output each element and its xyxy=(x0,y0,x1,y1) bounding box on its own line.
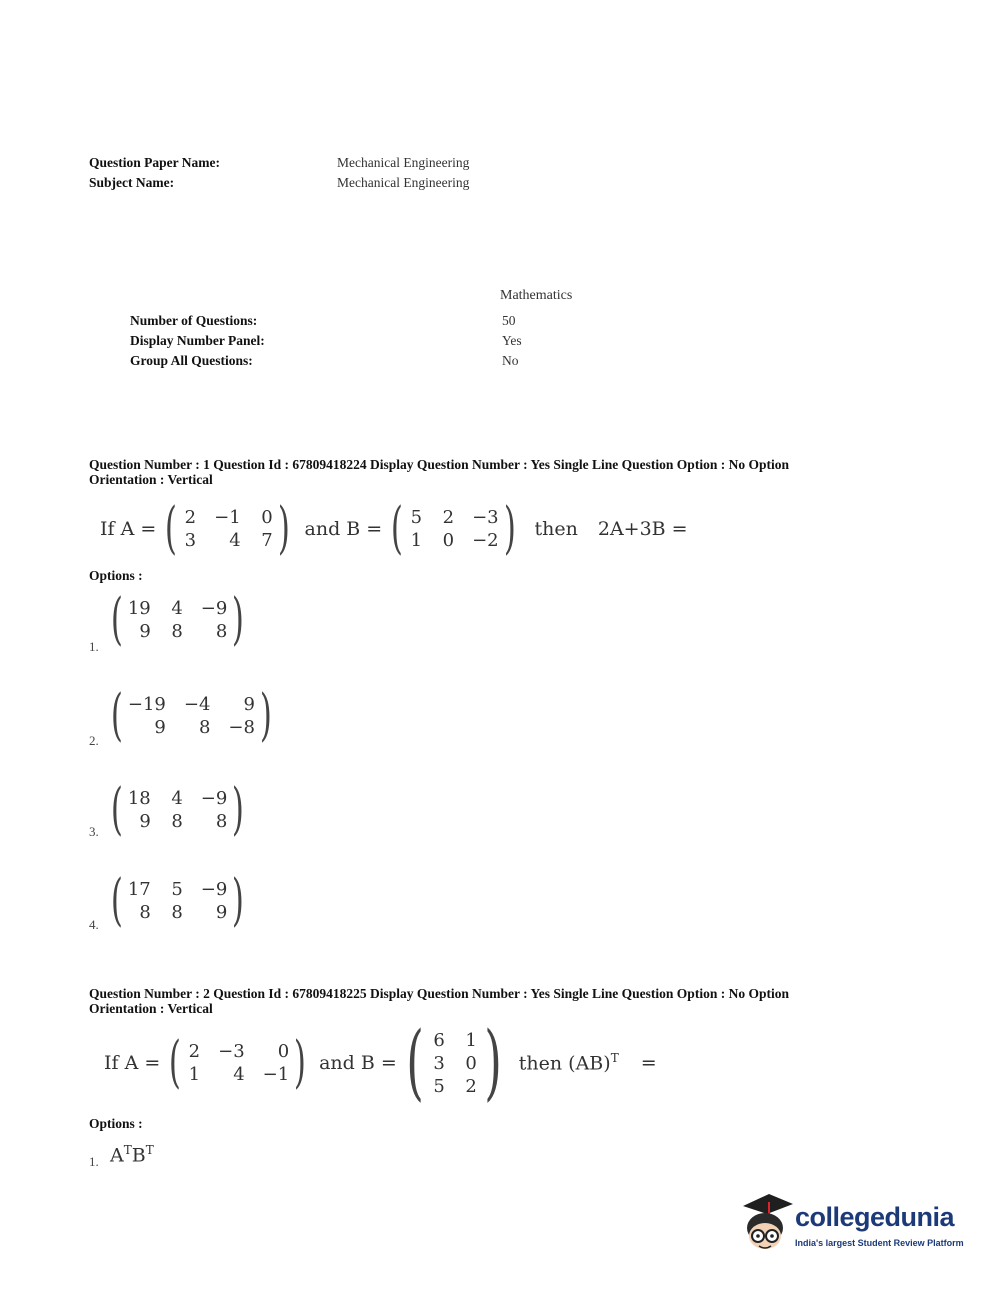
matrix-cell: 0 xyxy=(442,530,455,551)
q1-statement xyxy=(100,496,688,561)
matrix-cell: 2 xyxy=(442,507,455,528)
matrix-cell: 18 xyxy=(127,788,151,809)
matrix-cell: 5 xyxy=(433,1075,445,1097)
collegedunia-logo xyxy=(735,1188,965,1258)
q2-and-b: and B = xyxy=(319,1052,397,1074)
q1-if-a: If A = xyxy=(100,518,157,540)
left-paren: ( xyxy=(110,868,123,933)
matrix-cell: 9 xyxy=(243,694,255,715)
matrix-grid xyxy=(128,788,227,832)
q1-header-line1: Question Number : 1 Question Id : 67809418224 Display Question Number : Yes Single Line Question Option : No Option xyxy=(89,457,789,472)
q1-option-1-number: 1. xyxy=(89,639,99,654)
logo-tagline: India's largest Student Review Platform xyxy=(795,1238,964,1248)
q1-option-1[interactable] xyxy=(106,587,249,652)
matrix-cell: 9 xyxy=(215,902,228,923)
matrix-cell: 3 xyxy=(433,1052,445,1074)
matrix-cell: −1 xyxy=(214,507,241,528)
q1-matrix-a xyxy=(160,496,294,561)
matrix-grid xyxy=(431,1030,477,1097)
right-paren: ) xyxy=(277,496,290,561)
right-paren: ) xyxy=(232,587,245,652)
matrix-cell: 4 xyxy=(229,530,241,551)
q2-option-1-b: B xyxy=(131,1144,146,1167)
right-paren: ) xyxy=(232,868,245,933)
matrix-cell: −19 xyxy=(127,694,166,715)
q1-option-3-number: 3. xyxy=(89,824,99,839)
q2-option-1-a: A xyxy=(110,1144,124,1167)
q1-header-line2: Orientation : Vertical xyxy=(89,472,213,487)
matrix-cell: −1 xyxy=(262,1064,290,1085)
q2-option-1-sup-a: T xyxy=(123,1143,132,1157)
matrix-cell: 4 xyxy=(233,1064,245,1085)
matrix-cell: 8 xyxy=(171,811,183,832)
matrix-cell: −4 xyxy=(183,694,211,715)
matrix-cell: 9 xyxy=(154,717,166,738)
matrix-cell: 3 xyxy=(184,530,197,551)
matrix-cell: 6 xyxy=(433,1029,445,1051)
q1-option-4-number: 4. xyxy=(89,917,99,932)
display-panel-value: Yes xyxy=(502,333,522,348)
left-paren: ( xyxy=(165,496,178,561)
q2-then-text: then (AB) xyxy=(518,1052,611,1075)
left-paren: ( xyxy=(405,1015,424,1110)
left-paren: ( xyxy=(169,1030,182,1095)
q1-option-2[interactable] xyxy=(106,683,277,748)
matrix-cell: −8 xyxy=(228,717,255,738)
q2-matrix-b xyxy=(399,1015,509,1110)
subject-name-value: Mechanical Engineering xyxy=(337,175,470,190)
q1-option-2-matrix xyxy=(106,683,277,748)
matrix-cell: 4 xyxy=(171,788,183,809)
matrix-cell: 8 xyxy=(171,902,183,923)
matrix-cell: −3 xyxy=(472,507,499,528)
q2-option-1-number: 1. xyxy=(89,1154,99,1169)
matrix-cell: 0 xyxy=(277,1041,290,1062)
left-paren: ( xyxy=(110,587,123,652)
num-questions-value: 50 xyxy=(502,313,516,328)
logo-wordmark: collegedunia xyxy=(795,1202,955,1232)
subject-name-label: Subject Name: xyxy=(89,175,175,190)
matrix-cell: 7 xyxy=(261,530,273,551)
matrix-cell: 17 xyxy=(127,879,151,900)
q1-option-4-matrix xyxy=(106,868,249,933)
num-questions-label: Number of Questions: xyxy=(130,313,258,328)
q1-expression: 2A+3B = xyxy=(597,518,688,540)
matrix-cell: 8 xyxy=(139,902,151,923)
matrix-cell: 2 xyxy=(465,1075,477,1097)
matrix-cell: 0 xyxy=(465,1052,477,1074)
matrix-cell: 1 xyxy=(188,1064,201,1085)
q1-header xyxy=(89,457,889,487)
q2-equals: = xyxy=(640,1052,657,1074)
matrix-cell: 4 xyxy=(171,598,183,619)
matrix-cell: 1 xyxy=(410,530,423,551)
matrix-grid xyxy=(408,507,499,551)
q2-options-label: Options : xyxy=(89,1116,143,1131)
matrix-cell: −9 xyxy=(200,879,228,900)
right-paren: ) xyxy=(294,1030,307,1095)
q2-header xyxy=(89,986,889,1016)
q2-option-1[interactable] xyxy=(110,1143,154,1166)
q1-option-2-number: 2. xyxy=(89,733,99,748)
q2-header-line2: Orientation : Vertical xyxy=(89,1001,213,1016)
matrix-cell: −9 xyxy=(200,788,228,809)
matrix-cell: 5 xyxy=(171,879,183,900)
matrix-grid xyxy=(186,1041,289,1085)
matrix-cell: 19 xyxy=(127,598,151,619)
section-name: Mathematics xyxy=(500,288,573,303)
q1-then: then xyxy=(534,518,578,540)
matrix-cell: 5 xyxy=(410,507,423,528)
q2-header-line1: Question Number : 2 Question Id : 67809418225 Display Question Number : Yes Single Line Question Option : No Option xyxy=(89,986,789,1001)
matrix-grid xyxy=(128,694,255,738)
q2-option-1-sup-b: T xyxy=(145,1143,154,1157)
matrix-cell: 9 xyxy=(139,811,151,832)
q2-if-a: If A = xyxy=(104,1052,161,1074)
matrix-cell: 9 xyxy=(139,621,151,642)
matrix-cell: −9 xyxy=(200,598,228,619)
paper-name-label: Question Paper Name: xyxy=(89,155,220,170)
matrix-cell: 8 xyxy=(215,621,228,642)
matrix-cell: 2 xyxy=(188,1041,201,1062)
matrix-grid xyxy=(128,879,227,923)
matrix-grid xyxy=(128,598,227,642)
q1-matrix-b xyxy=(386,496,520,561)
group-questions-label: Group All Questions: xyxy=(130,353,253,368)
matrix-cell: 8 xyxy=(171,621,183,642)
matrix-cell: −2 xyxy=(472,530,499,551)
q1-option-4[interactable] xyxy=(106,868,249,933)
q1-options-label: Options : xyxy=(89,568,143,583)
display-panel-label: Display Number Panel: xyxy=(130,333,265,348)
right-paren: ) xyxy=(259,683,272,748)
q2-then xyxy=(519,1051,619,1074)
q2-matrix-a xyxy=(164,1030,311,1095)
q1-option-3[interactable] xyxy=(106,777,249,842)
matrix-grid xyxy=(182,507,273,551)
q1-and-b: and B = xyxy=(304,518,383,540)
matrix-cell: 1 xyxy=(465,1029,477,1051)
mascot-icon xyxy=(735,1188,795,1258)
right-paren: ) xyxy=(503,496,516,561)
group-questions-value: No xyxy=(502,353,519,368)
matrix-cell: 2 xyxy=(184,507,197,528)
matrix-cell: 0 xyxy=(261,507,273,528)
left-paren: ( xyxy=(110,683,123,748)
matrix-cell: 8 xyxy=(215,811,228,832)
left-paren: ( xyxy=(110,777,123,842)
right-paren: ) xyxy=(232,777,245,842)
q2-statement xyxy=(104,1015,657,1110)
q1-option-3-matrix xyxy=(106,777,249,842)
q1-option-1-matrix xyxy=(106,587,249,652)
paper-name-value: Mechanical Engineering xyxy=(337,155,470,170)
right-paren: ) xyxy=(483,1015,502,1110)
matrix-cell: −3 xyxy=(218,1041,245,1062)
left-paren: ( xyxy=(391,496,404,561)
matrix-cell: 8 xyxy=(198,717,211,738)
q2-transpose-sup: T xyxy=(610,1051,619,1066)
